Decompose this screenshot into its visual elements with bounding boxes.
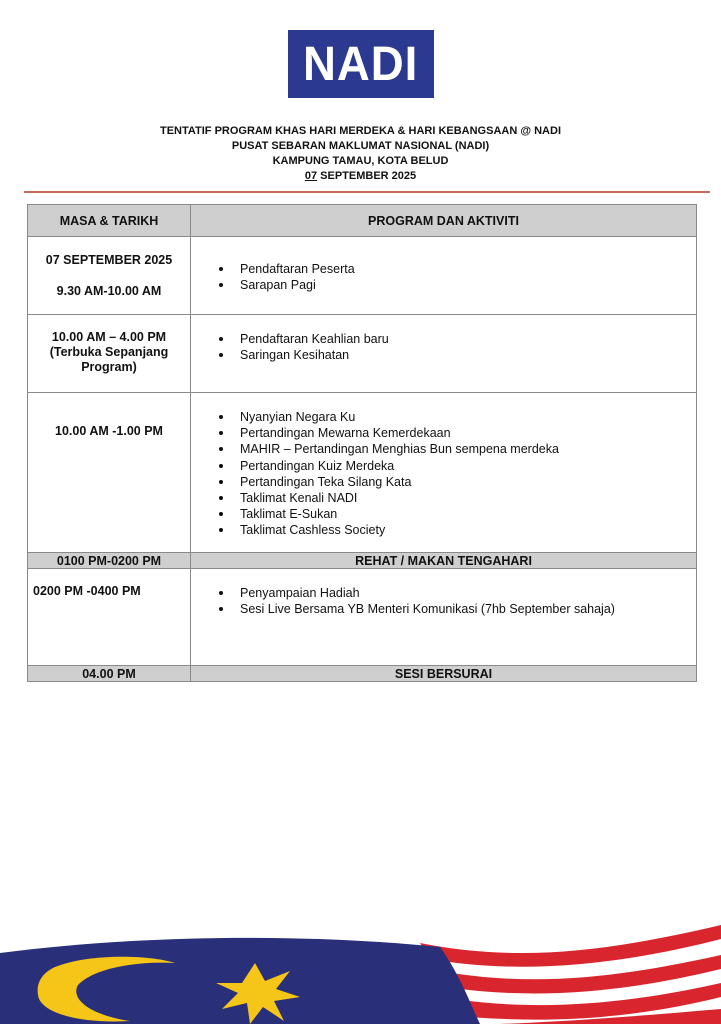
row-time: 0200 PM -0400 PM — [33, 584, 141, 598]
closing-label: SESI BERSURAI — [191, 666, 697, 682]
row-time: 10.00 AM – 4.00 PM — [51, 330, 167, 344]
list-item: Sesi Live Bersama YB Menteri Komunikasi (7hb September sahaja) — [219, 601, 696, 617]
list-item: Taklimat E-Sukan — [219, 506, 696, 522]
header-date: 07 SEPTEMBER 2025 — [304, 170, 417, 182]
header-location: KAMPUNG TAMAU, KOTA BELUD — [272, 155, 449, 167]
break-row — [28, 553, 697, 569]
table-row — [28, 237, 697, 315]
time-cell — [28, 315, 191, 393]
list-item: Pendaftaran Peserta — [219, 261, 696, 277]
list-item: MAHIR – Pertandingan Menghias Bun sempena merdeka — [219, 441, 696, 457]
header-divider — [24, 191, 710, 193]
table-row — [28, 569, 697, 666]
table-row — [28, 393, 697, 553]
list-item: Pertandingan Mewarna Kemerdekaan — [219, 425, 696, 441]
break-label: REHAT / MAKAN TENGAHARI — [191, 553, 697, 569]
closing-time: 04.00 PM — [28, 666, 191, 682]
row-note: Program) — [81, 360, 137, 374]
row-time: 10.00 AM -1.00 PM — [55, 424, 163, 438]
list-item: Pendaftaran Keahlian baru — [219, 331, 696, 347]
closing-row — [28, 666, 697, 682]
logo-text: NADI — [303, 37, 419, 91]
list-item: Pertandingan Teka Silang Kata — [219, 474, 696, 490]
table-header-row — [28, 205, 697, 237]
list-item: Taklimat Kenali NADI — [219, 490, 696, 506]
activity-list — [191, 261, 696, 293]
row-date: 07 SEPTEMBER 2025 — [45, 253, 173, 267]
column-header-program: PROGRAM DAN AKTIVITI — [191, 205, 697, 237]
row-note: (Terbuka Sepanjang — [49, 345, 169, 359]
nadi-logo — [288, 30, 434, 98]
column-header-time: MASA & TARIKH — [28, 205, 191, 237]
list-item: Taklimat Cashless Society — [219, 522, 696, 538]
time-cell — [28, 237, 191, 315]
malaysian-flag-decoration — [0, 905, 721, 1024]
time-cell — [28, 393, 191, 553]
document-header — [0, 124, 721, 184]
header-title: TENTATIF PROGRAM KHAS HARI MERDEKA & HARI KEBANGSAAN @ NADI — [159, 125, 562, 137]
activity-list — [191, 409, 696, 539]
list-item: Sarapan Pagi — [219, 277, 696, 293]
activity-list — [191, 585, 696, 617]
activity-cell — [191, 393, 697, 553]
header-organisation: PUSAT SEBARAN MAKLUMAT NASIONAL (NADI) — [231, 140, 490, 152]
table-row — [28, 315, 697, 393]
activity-cell — [191, 315, 697, 393]
activity-cell — [191, 237, 697, 315]
schedule-table — [27, 204, 697, 682]
time-cell — [28, 569, 191, 666]
activity-list — [191, 331, 696, 363]
row-time: 9.30 AM-10.00 AM — [56, 284, 162, 298]
list-item: Pertandingan Kuiz Merdeka — [219, 458, 696, 474]
list-item: Saringan Kesihatan — [219, 347, 696, 363]
activity-cell — [191, 569, 697, 666]
list-item: Nyanyian Negara Ku — [219, 409, 696, 425]
list-item: Penyampaian Hadiah — [219, 585, 696, 601]
break-time: 0100 PM-0200 PM — [28, 553, 191, 569]
